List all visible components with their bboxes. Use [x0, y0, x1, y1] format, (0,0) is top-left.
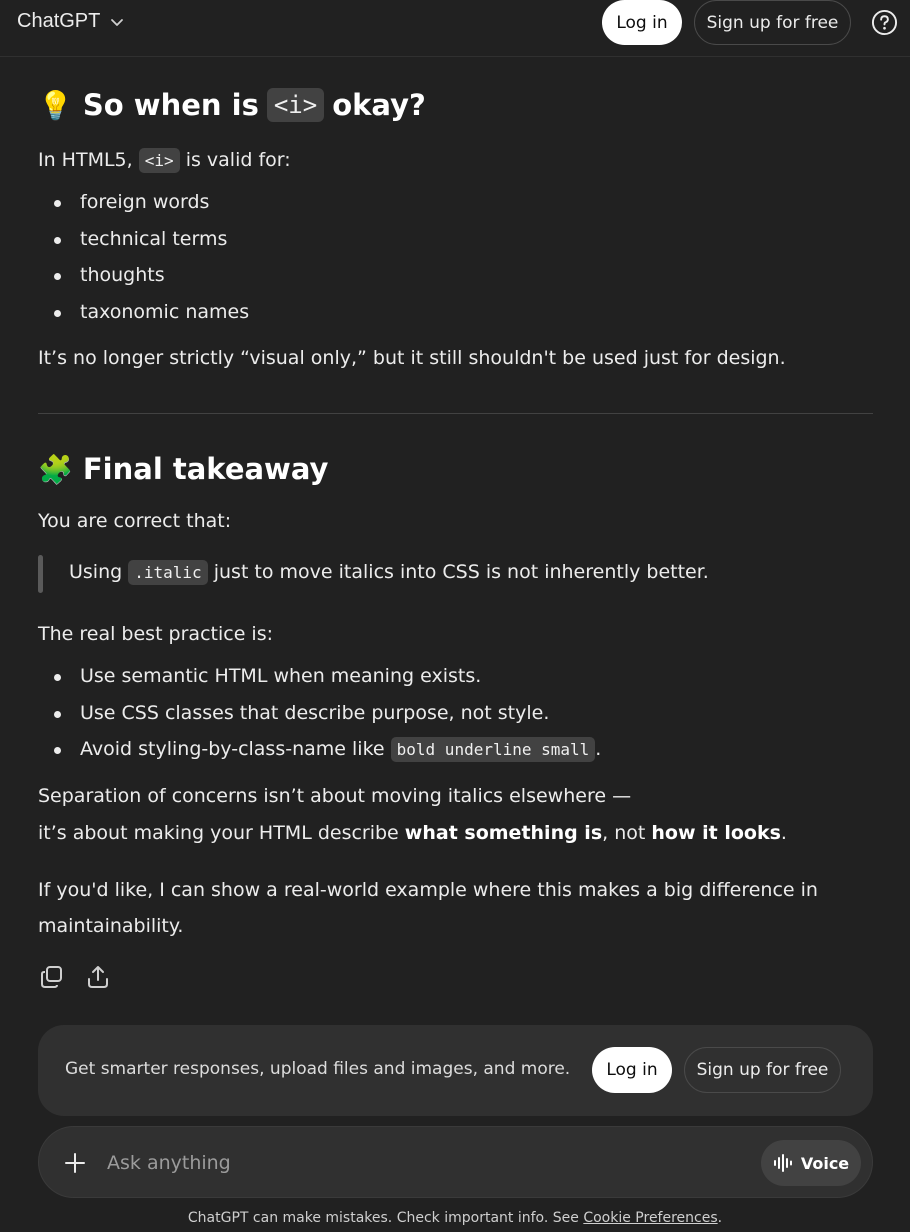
lightbulb-icon: 💡	[38, 88, 73, 122]
inline-code: .italic	[128, 560, 207, 585]
copy-button[interactable]	[38, 963, 66, 991]
heading-when-okay	[38, 88, 426, 122]
quote-post: just to move italics into CSS is not inherently better.	[213, 561, 709, 583]
signup-promo-banner	[38, 1025, 873, 1116]
offer-line-2: maintainability.	[38, 915, 184, 937]
html5-intro	[38, 142, 291, 179]
top-bar	[0, 0, 910, 57]
list-item: Use semantic HTML when meaning exists.	[38, 658, 601, 695]
promo-signup-button[interactable]: Sign up for free	[684, 1047, 841, 1093]
emphasis-how: how it looks	[651, 822, 781, 844]
list-item: foreign words	[38, 184, 249, 221]
best-practice-list	[38, 658, 601, 768]
help-icon[interactable]	[871, 9, 898, 36]
best-practice-intro: The real best practice is:	[38, 623, 274, 645]
item3-pre: Avoid styling-by-class-name like	[80, 738, 385, 760]
voice-button[interactable]	[761, 1140, 861, 1186]
cookie-preferences-link[interactable]: Cookie Preferences	[583, 1210, 718, 1226]
blockquote	[69, 554, 709, 591]
visual-only-note: It’s no longer strictly “visual only,” but it still shouldn't be used just for design.	[38, 347, 786, 369]
separation-line-1: Separation of concerns isn’t about moving italics elsewhere —	[38, 785, 632, 807]
intro-post: is valid for:	[185, 149, 291, 171]
heading-final-takeaway	[38, 452, 328, 486]
disclaimer-text: ChatGPT can make mistakes. Check important info. See	[187, 1210, 579, 1226]
heading-text: Final takeaway	[82, 452, 329, 486]
chevron-down-icon	[110, 15, 124, 29]
ask-input[interactable]	[107, 1143, 747, 1183]
header-signup-button[interactable]: Sign up for free	[694, 0, 851, 45]
list-item	[38, 731, 601, 768]
promo-text: Get smarter responses, upload files and images, and more.	[65, 1059, 571, 1079]
model-selector[interactable]	[17, 10, 124, 33]
waveform-icon	[773, 1154, 793, 1172]
share-button[interactable]	[84, 963, 112, 991]
offer-line-1: If you'd like, I can show a real-world example where this makes a big difference in	[38, 879, 818, 901]
valid-uses-list	[38, 184, 249, 330]
puzzle-piece-icon: 🧩	[38, 452, 73, 486]
separation-mid: , not	[602, 822, 646, 844]
disclaimer-end: .	[717, 1210, 723, 1226]
item3-post: .	[595, 738, 602, 760]
correct-intro: You are correct that:	[38, 510, 232, 532]
list-item: thoughts	[38, 257, 249, 294]
quote-pre: Using	[69, 561, 123, 583]
separation-pre: it’s about making your HTML describe	[38, 822, 399, 844]
heading-text-pre: So when is	[82, 88, 259, 122]
list-item: Use CSS classes that describe purpose, not style.	[38, 695, 601, 732]
promo-login-button[interactable]: Log in	[592, 1047, 672, 1093]
message-actions	[38, 963, 112, 991]
share-icon	[85, 964, 111, 990]
heading-code: <i>	[267, 88, 324, 122]
disclaimer	[0, 1210, 910, 1226]
header-login-button[interactable]: Log in	[602, 0, 682, 45]
inline-code: bold underline small	[391, 737, 596, 762]
list-item: technical terms	[38, 221, 249, 258]
emphasis-what: what something is	[404, 822, 603, 844]
inline-code: <i>	[139, 148, 180, 173]
plus-icon[interactable]	[63, 1151, 87, 1175]
composer	[38, 1126, 873, 1198]
app-title: ChatGPT	[17, 10, 101, 32]
separation-line-2	[38, 815, 787, 852]
voice-label: Voice	[800, 1153, 850, 1173]
copy-icon	[39, 964, 65, 990]
separation-post: .	[780, 822, 787, 844]
heading-text-post: okay?	[332, 88, 426, 122]
section-divider	[38, 413, 873, 414]
blockquote-bar	[38, 555, 43, 593]
intro-pre: In HTML5,	[38, 149, 133, 171]
list-item: taxonomic names	[38, 294, 249, 331]
